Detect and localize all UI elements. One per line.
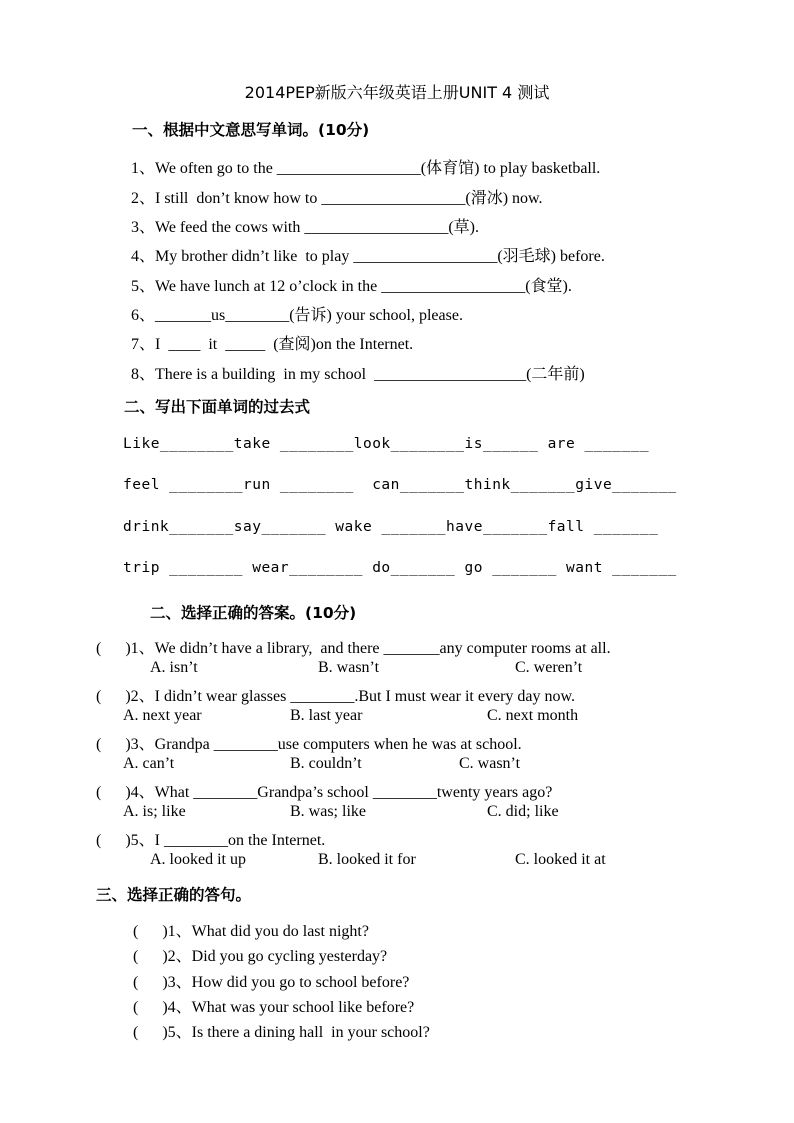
- mc-q2-option-c: C. next month: [487, 707, 579, 724]
- mc-q3-option-a: A. can’t: [123, 755, 175, 772]
- mc-question-2: ( )2、I didn’t wear glasses ________.But I must wear it every day now.: [96, 688, 576, 705]
- mc-q3-option-b: B. couldn’t: [290, 755, 362, 772]
- mc-q1-option-a: A. isn’t: [150, 659, 198, 676]
- past-tense-row-1: Like________take ________look________is______ are _______: [123, 436, 650, 452]
- mc-q4-option-b: B. was; like: [290, 803, 366, 820]
- mc-q5-option-a: A. looked it up: [150, 851, 246, 868]
- fill-item-8: 8、There is a building in my school ___________________(二年前): [131, 366, 585, 383]
- mc-question-5: ( )5、I ________on the Internet.: [96, 832, 326, 849]
- mc-q5-option-b: B. looked it for: [318, 851, 416, 868]
- reply-item-3: ( )3、How did you go to school before?: [133, 974, 410, 991]
- fill-item-7: 7、I ____ it _____ (查阅)on the Internet.: [131, 336, 414, 353]
- reply-item-1: ( )1、What did you do last night?: [133, 923, 369, 940]
- section1-heading: 一、根据中文意思写单词。(10分): [132, 121, 370, 139]
- mc-q4-option-a: A. is; like: [123, 803, 186, 820]
- reply-item-4: ( )4、What was your school like before?: [133, 999, 415, 1016]
- reply-item-2: ( )2、Did you go cycling yesterday?: [133, 948, 388, 965]
- past-tense-row-2: feel ________run ________ can_______think_______give_______: [123, 477, 677, 493]
- mc-question-4: ( )4、What ________Grandpa’s school ________twenty years ago?: [96, 784, 553, 801]
- fill-item-2: 2、I still don’t know how to __________________(滑冰) now.: [131, 190, 543, 207]
- past-tense-row-4: trip ________ wear________ do_______ go _______ want _______: [123, 560, 677, 576]
- mc-q5-option-c: C. looked it at: [515, 851, 606, 868]
- mc-question-3: ( )3、Grandpa ________use computers when he was at school.: [96, 736, 522, 753]
- fill-item-3: 3、We feed the cows with __________________(草).: [131, 219, 479, 236]
- mc-q1-option-c: C. weren’t: [515, 659, 583, 676]
- past-tense-row-3: drink_______say_______ wake _______have_______fall _______: [123, 519, 659, 535]
- fill-item-6: 6、_______us________(告诉) your school, please.: [131, 307, 463, 324]
- page-title: 2014PEP新版六年级英语上册UNIT 4 测试: [244, 83, 550, 102]
- mc-q4-option-c: C. did; like: [487, 803, 559, 820]
- fill-item-4: 4、My brother didn’t like to play __________________(羽毛球) before.: [131, 248, 605, 265]
- mc-q2-option-a: A. next year: [123, 707, 202, 724]
- mc-q3-option-c: C. wasn’t: [459, 755, 521, 772]
- mc-question-1: ( )1、We didn’t have a library, and there _______any computer rooms at all.: [96, 640, 611, 657]
- section3-heading: 二、选择正确的答案。(10分): [150, 604, 357, 622]
- fill-item-1: 1、We often go to the __________________(体育馆) to play basketball.: [131, 160, 601, 177]
- mc-q2-option-b: B. last year: [290, 707, 363, 724]
- section2-heading: 二、写出下面单词的过去式: [124, 398, 311, 416]
- section4-heading: 三、选择正确的答句。: [96, 886, 252, 904]
- fill-item-5: 5、We have lunch at 12 o’clock in the __________________(食堂).: [131, 278, 572, 295]
- reply-item-5: ( )5、Is there a dining hall in your school?: [133, 1024, 430, 1041]
- mc-q1-option-b: B. wasn’t: [318, 659, 380, 676]
